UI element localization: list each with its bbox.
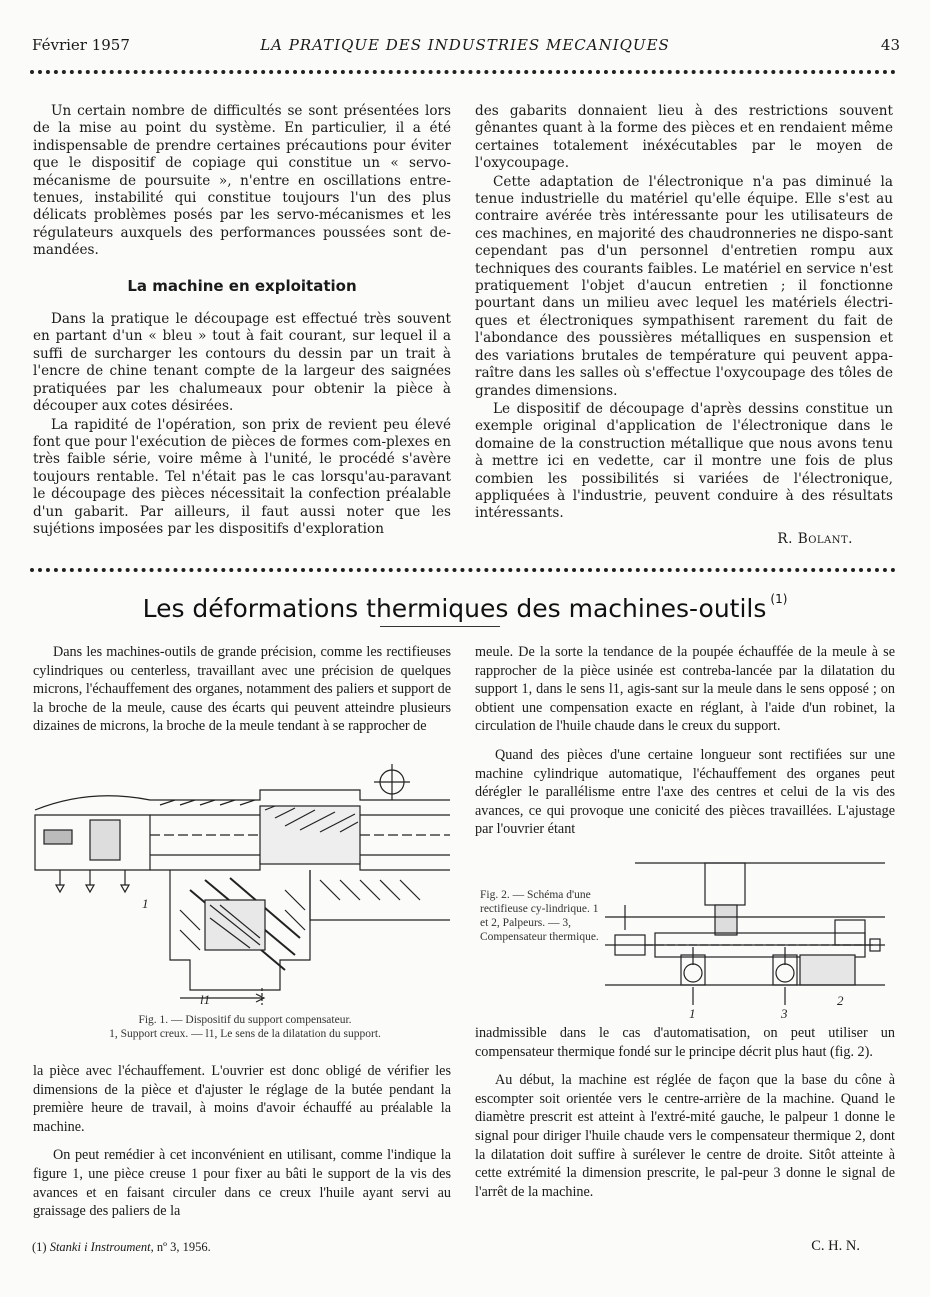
paragraph: Le dispositif de découpage d'après dessins constitue un exemple original d'application de l'électronique dans le domaine de la construction métallique que nous avons tenu à mettre ici en vedette, car il montre une fois de plus combien les possibilités si variées de l'électronique, appliquées à l'industrie, peuvent conduire à des résultats intéressants. [475,400,893,522]
top-right-column [475,103,893,548]
page-number: 43 [880,36,900,54]
paragraph: des gabarits donnaient lieu à des restrictions souvent gênantes quant à la forme des pièces et en rendaient même certaines totalement inéxécutables par le moyen de l'oxycoupage. [475,103,893,172]
figure-2-drawing [605,855,895,1020]
top-left-column [33,103,451,538]
paragraph: Dans les machines-outils de grande précision, comme les rectifieuses cylindriques ou centerless, travaillant avec une précision de quelques microns, l'échauffement des organes, notamment des paliers et support de la broche de la meule, cause des écarts qui peuvent atteindre plusieurs dizaines de microns, la broche de la meule tendant à se rapprocher de [33,644,451,735]
footnote-source: Stanki i Instroument [49,1240,151,1254]
section-heading: La machine en exploitation [127,276,357,295]
article-left-bottom [33,1062,451,1221]
paragraph: inadmissible dans le cas d'automatisation, on peut utiliser un compensateur thermique fondé sur le principe décrit plus haut (fig. 2). [475,1025,895,1060]
figure-1-caption-line2: 1, Support creux. — l1, Le sens de la dilatation du support. [109,1028,381,1040]
footnote-details: , nº 3, 1956. [150,1240,211,1254]
paragraph: meule. De la sorte la tendance de la poupée échauffée de la meule à se rapprocher de la pièce usinée est contreba-lancée par la dilatation du support 1, dans le sens l1, agis-sant sur la meule dans le sens opposé ; on obtient une compensation exacte en réglant, à l'aide d'un robinet, la circulation de l'huile chaude dans le creux du support. [475,644,895,735]
paragraph: Quand des pièces d'une certaine longueur sont rectifiées sur une machine cylindrique automatique, l'échauffement des organes peut dérégler le parallélisme entre l'axe des centres et celui de la vis des avances, ce qui provoque une conicité des pièces travaillées. L'ajustage par l'ouvrier étant [475,746,895,838]
title-footnote-marker: (1) [770,592,788,606]
paragraph: Cette adaptation de l'électronique n'a pas diminué la tenue industrielle du matériel qu'elle équipe. Elle s'est au contraire avérée très intéressante pour les utilisateurs de ces machines, en majorité des chaudronneries ne dispo-sant cependant pas d'un personnel d'entretien rompu aux techniques des courants faibles. Le matériel en service n'est pratiquement l'objet d'aucun entretien ; il fonctionne pourtant dans un milieu avec lequel les matériels électri-ques et électroniques sympathisent rarement du fait de l'abondance des poussières métalliques en suspension et des variations brutales de température qui peuvent appa-raître dans les salles où s'effectue l'oxycoupage des tôles de grandes dimensions. [475,173,893,399]
article-right-top [475,643,895,839]
article-right-bottom [475,1024,895,1201]
paragraph: Un certain nombre de difficultés se sont présentées lors de la mise au point du système. En particulier, il a été indispensable de prendre certaines précautions pour éviter que le dispositif de copiage qui constitue un « servo-mécanisme de poursuite », n'entre en oscillations entre-tenues, instabilité qui constitue toujours l'un des plus délicats problèmes posés par les servo-mécanismes et les régulateurs auxquels des performances poussées sont de-mandées. [33,103,451,259]
header-dotted-rule [30,70,896,74]
header-date: Février 1957 [32,36,130,54]
paragraph: La rapidité de l'opération, son prix de revient peu élevé font que pour l'exécution de pièces de formes com-plexes en très faible série, voire même à l'unité, le procédé s'avère toujours rentable. Tel n'était pas le cas lorsqu'au-paravant le découpage des pièces nécessitait la confection préalable d'un gabarit. Par ailleurs, il faut aussi noter que les sujétions imposées par les dispositifs d'exploration [33,416,451,537]
figure-1-caption-line1: Fig. 1. — Dispositif du support compensateur. [138,1014,352,1026]
figure-2-label-2: 2 [837,993,844,1008]
article-author: C. H. N. [811,1238,860,1254]
figure-1-label-1: 1 [142,896,149,911]
footnote-marker: (1) [32,1240,47,1254]
article-title [0,592,930,623]
footnote [32,1240,211,1255]
author-signature: R. Bolant. [777,530,853,547]
title-underline [380,626,500,627]
paragraph: Au début, la machine est réglée de façon que la base du cône à escompter soit orientée vers le centre-arrière de la machine. Quand le diamètre prescrit est atteint à l'extré-mité gauche, le palpeur 1 donne le signal pour diriger l'huile chaude vers le compensateur thermique 2, dont la dilatation doit suffire à surélever le centre de droite. Sitôt atteinte à cette extrémité la dimension prescrite, le pal-peur 3 donne le signal de l'arrêt de la machine. [475,1072,895,1200]
paragraph: la pièce avec l'échauffement. L'ouvrier est donc obligé de vérifier les dimensions de la pièce et d'ajuster le réglage de la butée pendant la première heure de travail, à moins d'avoir échauffé au préalable la machine. [33,1063,451,1135]
paragraph: Dans la pratique le découpage est effectué très souvent en partant d'un « bleu » tout à fait courant, sur lequel il a suffi de surcharger les contours du dessin par un trait à l'encre de chine tenant compte de la largeur des saignées pratiquées par les chalumeaux pour obtenir la pièce à découper aux cotes désirées. [33,311,451,415]
figure-2-label-1: 1 [689,1006,696,1020]
paragraph: On peut remédier à cet inconvénient en utilisant, comme l'indique la figure 1, une pièce creuse 1 pour fixer au bâti le support de la vis des avances et en faisant circuler dans ce creux l'huile ayant servi au graissage des paliers de la [33,1147,451,1220]
section-dotted-rule [30,568,896,572]
figure-2-caption: Fig. 2. — Schéma d'une rectifieuse cy-lindrique. 1 et 2, Palpeurs. — 3, Compensateur thermique. [480,889,599,943]
figure-1-label-l1: l1 [200,992,211,1007]
figure-1-drawing [30,760,455,1010]
article-title-text: Les déformations thermiques des machines-outils [142,594,767,623]
figure-2-label-3: 3 [781,1006,788,1020]
article-left-top [33,643,451,736]
figure-1-caption [40,1013,450,1041]
header-journal-title: LA PRATIQUE DES INDUSTRIES MECANIQUES [260,36,670,54]
